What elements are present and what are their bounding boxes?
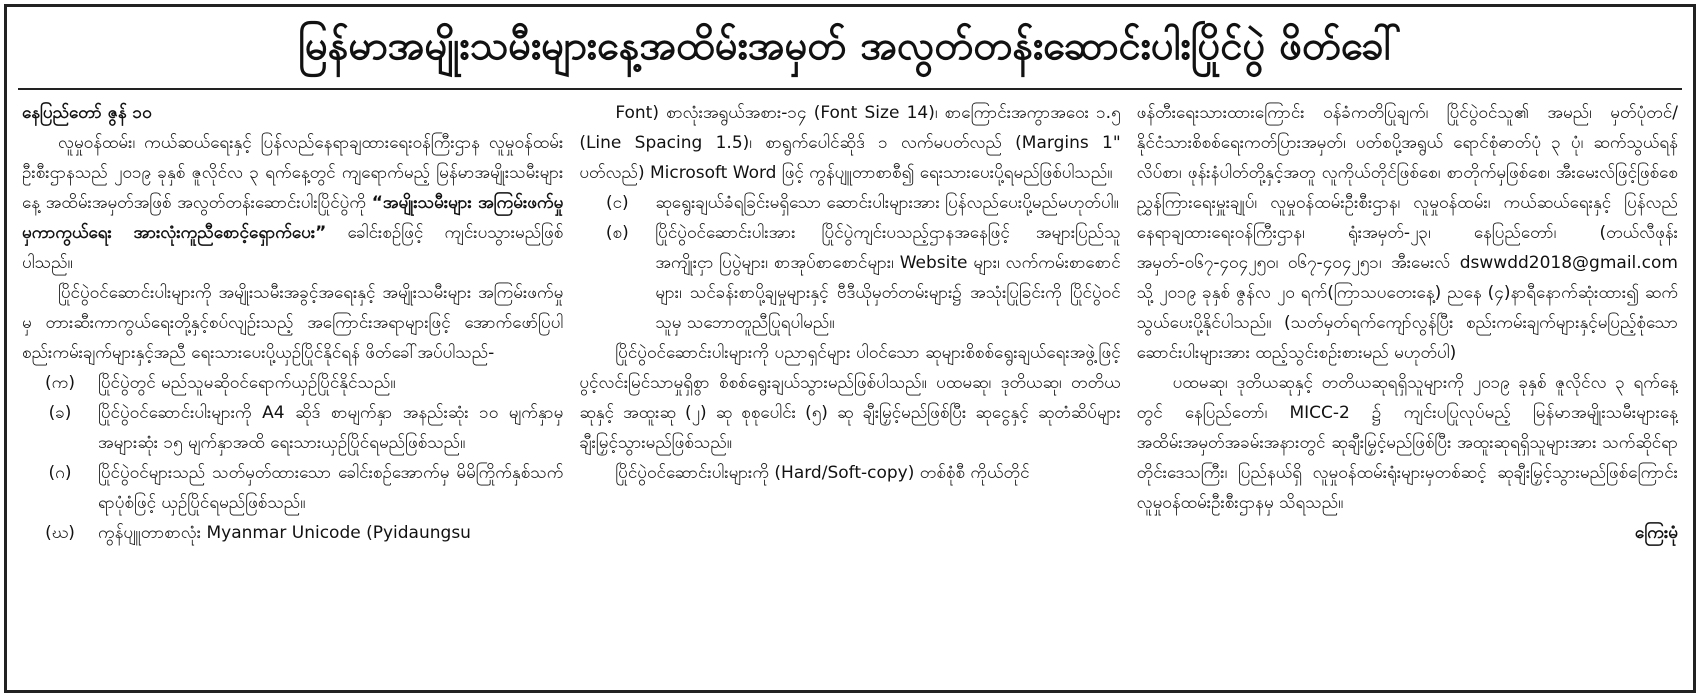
selection-paragraph: ပြိုင်ပွဲဝင်ဆောင်းပါးများကို ပညာရှင်များ ပါဝင်သော ဆုများစိစစ်ရွေးချယ်ရေးအဖွဲ့ဖြင့် ပွင့်လင်းမြင်သာမှုရှိစွာ စိစစ်ရွေးချယ်သွားမည်ဖြစ်ပါသည်။ ပထမဆု၊ ဒုတိယဆု၊ တတိယဆုနှင့် အထူးဆု (၂) ဆု စုစုပေါင်း (၅) ဆု ချီးမြှင့်မည်ဖြစ်ပြီး ဆုငွေနှင့် ဆုတံဆိပ်များ ချီးမြှင့်သွားမည်ဖြစ်သည်။ [579,343,1121,453]
page-title: မြန်မာအမျိုးသမီးများနေ့အထိမ်းအမှတ် အလွတ်တန်းဆောင်းပါးပြိုင်ပွဲ ဖိတ်ခေါ် [298,23,1402,69]
rule-marker: (ဃ) [45,523,75,543]
dateline: နေပြည်တော် ဇွန် ၁၀ [22,103,152,123]
submission-paragraph-continuation: ဖန်တီးရေးသားထားကြောင်း ဝန်ခံကတိပြုချက်၊ ပြိုင်ပွဲဝင်သူ၏ အမည်၊ မှတ်ပုံတင်/နိုင်ငံသားစိစစ်ရေးကတ်ပြားအမှတ်၊ ပတ်စပို့အရွယ် ရောင်စုံဓာတ်ပုံ ၃ ပုံ၊ ဆက်သွယ်ရန်လိပ်စာ၊ ဖုန်းနံပါတ်တို့နှင့်အတူ လူကိုယ်တိုင်ဖြစ်စေ၊ စာတိုက်မှဖြစ်စေ၊ အီးမေးလ်ဖြင့်ဖြစ်စေ ညွှန်ကြားရေးမှူးချုပ်၊ လူမှုဝန်ထမ်းဦးစီးဌာန၊ လူမှုဝန်ထမ်း၊ ကယ်ဆယ်ရေးနှင့် ပြန်လည်နေရာချထားရေးဝန်ကြီးဌာန၊ ရုံးအမှတ်-၂၃၊ နေပြည်တော်၊ (တယ်လီဖုန်းအမှတ်-၀၆၇-၄၀၄၂၅၀၊ ၀၆၇-၄၀၄၂၅၁၊ အီးမေးလ် dswwdd2018@gmail.com သို့ ၂၀၁၉ ခုနှစ် ဇွန်လ ၂၀ ရက်(ကြာသပတေးနေ့) ညနေ (၄)နာရီနောက်ဆုံးထား၍ ဆက်သွယ်ပေးပို့နိုင်ပါသည်။ (သတ်မှတ်ရက်ကျော်လွန်ပြီး စည်းကမ်းချက်များနှင့်မပြည့်စုံသော ဆောင်းပါးများအား ထည့်သွင်းစဉ်းစားမည် မဟုတ်ပါ) [1136,103,1678,363]
rule-text: ဆုရွေးချယ်ခံရခြင်းမရှိသော ဆောင်းပါးများအား ပြန်လည်ပေးပို့မည်မဟုတ်ပါ။ [655,193,1119,213]
rule-text: ပြိုင်ပွဲဝင်ဆောင်းပါးအား ပြိုင်ပွဲကျင်းပသည့်ဌာနအနေဖြင့် အများပြည်သူအကျိုးငှာ ပြပွဲများ၊ စာအုပ်စာစောင်များ၊ Website များ၊ လက်ကမ်းစာစောင်များ၊ သင်ခန်းစာပို့ချမှုများနှင့် ဗီဒီယိုမှတ်တမ်းများ၌ အသုံးပြုခြင်းကို ပြိုင်ပွဲဝင်သူမှ သဘောတူညီပြုရပါမည်။ [655,223,1121,333]
rule-marker: (စ) [605,223,629,243]
rule-marker: (ဂ) [48,463,72,483]
award-paragraph: ပထမဆု၊ ဒုတိယဆုနှင့် တတိယဆုရရှိသူများကို ၂၀၁၉ ခုနှစ် ဇူလိုင်လ ၃ ရက်နေ့တွင် နေပြည်တော်၊ MICC-2 ၌ ကျင်းပပြုလုပ်မည့် မြန်မာအမျိုးသမီးများနေ့အထိမ်းအမှတ်အခမ်းအနားတွင် ဆုချီးမြှင့်မည်ဖြစ်ပြီး အထူးဆုရရှိသူများအား သက်ဆိုင်ရာ တိုင်းဒေသကြီး၊ ပြည်နယ်ရှိ လူမှုဝန်ထမ်းရုံးများမှတစ်ဆင့် ဆုချီးမြှင့်သွားမည်ဖြစ်ကြောင်း လူမှုဝန်ထမ်းဦးစီးဌာနမှ သိရသည်။ [1136,373,1678,513]
intro-end-text: ခေါင်းစဉ်ဖြင့် ကျင်းပသွားမည်ဖြစ်ပါသည်။ [22,223,564,273]
rule-text: ကွန်ပျူတာစာလုံး Myanmar Unicode (Pyidaungsu [98,523,471,543]
rule-text: ပြိုင်ပွဲဝင်ဆောင်းပါးများကို A4 ဆိုဒ် စာမျက်နှာ အနည်းဆုံး ၁၀ မျက်နှာမှ အများဆုံး ၁၅ မျက်နှာအထိ ရေးသားယှဉ်ပြိုင်ရမည်ဖြစ်သည်။ [98,403,564,453]
rule-marker: (ခ) [48,403,72,423]
submission-paragraph-start: ပြိုင်ပွဲဝင်ဆောင်းပါးများကို (Hard/Soft-copy) တစ်စုံစီ ကိုယ်တိုင် [615,463,1030,483]
theme-text: “အမျိုးသမီးများ အကြမ်းဖက်မှုမှကာကွယ်ရေး အားလုံးကူညီစောင့်ရှောက်ပေး” [22,193,564,243]
rule-text: ပြိုင်ပွဲဝင်များသည် သတ်မှတ်ထားသော ခေါင်းစဉ်အောက်မှ မိမိကြိုက်နှစ်သက်ရာပုံစံဖြင့် ယှဉ်ပြိုင်ရမည်ဖြစ်သည်။ [98,463,564,513]
font-rule-continuation: Font) စာလုံးအရွယ်အစား-၁၄ (Font Size 14)၊ စာကြောင်းအကွာအဝေး ၁.၅ (Line Spacing 1.5)၊ စာရွက်ပေါင်ဆိုဒ် ၁ လက်မပတ်လည် (Margins 1" ပတ်လည်) Microsoft Word ဖြင့် ကွန်ပျူတာစာစီ၍ ရေးသားပေးပို့ရမည်ဖြစ်ပါသည်။ [579,103,1121,183]
source-signature: ကြေးမုံ [1634,523,1678,543]
page-border [4,4,1696,693]
rule-marker: (င) [605,193,629,213]
rule-marker: (က) [45,373,75,393]
invitation-paragraph: ပြိုင်ပွဲဝင်ဆောင်းပါးများကို အမျိုးသမီးအခွင့်အရေးနှင့် အမျိုးသမီးများ အကြမ်းဖက်မှုမှ တားဆီးကာကွယ်ရေးတို့နှင့်စပ်လျဉ်းသည့် အကြောင်းအရာများဖြင့် အောက်ဖော်ပြပါ စည်းကမ်းချက်များနှင့်အညီ ရေးသားပေးပို့ယှဉ်ပြိုင်နိုင်ရန် ဖိတ်ခေါ်အပ်ပါသည်- [22,283,564,363]
intro-text: လူမှုဝန်ထမ်း၊ ကယ်ဆယ်ရေးနှင့် ပြန်လည်နေရာချထားရေးဝန်ကြီးဌာန လူမှုဝန်ထမ်းဦးစီးဌာနသည် ၂၀၁၉ ခုနှစ် ဇူလိုင်လ ၃ ရက်နေ့တွင် ကျရောက်မည့် မြန်မာအမျိုးသမီးများနေ့ အထိမ်းအမှတ်အဖြစ် အလွတ်တန်းဆောင်းပါးပြိုင်ပွဲကို [22,133,564,213]
rule-text: ပြိုင်ပွဲတွင် မည်သူမဆိုဝင်ရောက်ယှဉ်ပြိုင်နိုင်သည်။ [98,373,396,393]
